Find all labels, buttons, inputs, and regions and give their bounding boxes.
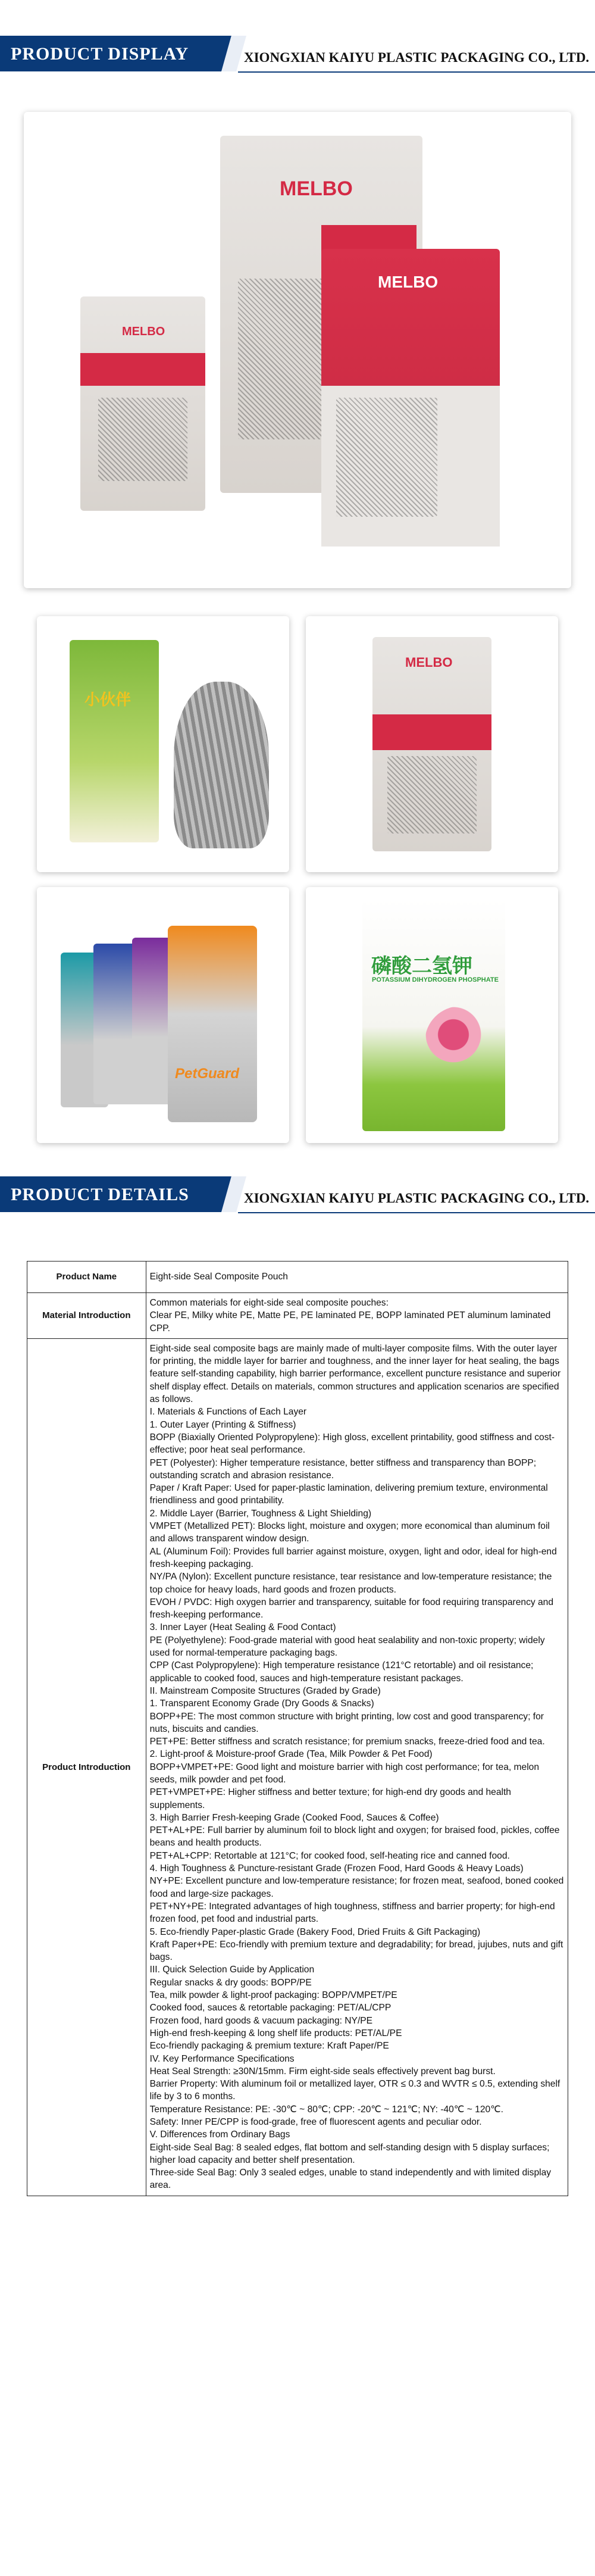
single-pouch-brand: MELBO — [405, 655, 453, 670]
row-value — [146, 1262, 568, 1293]
value-line: EVOH / PVDC: High oxygen barrier and transparency, suitable for food requiring transparency and fresh-keeping performance. — [149, 1597, 554, 1620]
small-pouch-sketch — [98, 398, 187, 481]
value-line: Heat Seal Strength: ≥30N/15mm. Firm eight-side seals effectively prevent bag burst. — [149, 2066, 496, 2077]
row-label: Product Name — [27, 1262, 146, 1293]
value-line: PET+AL+PE: Full barrier by aluminum foil to block light and oxygen; for braised food, pickles, coffee beans and health products. — [149, 1825, 560, 1849]
value-line: Frozen food, hard goods & vacuum packaging: NY/PE — [149, 2015, 373, 2026]
value-line: Temperature Resistance: PE: -30℃ ~ 80℃; CPP: -20℃ ~ 121℃; NY: -40℃ ~ 120℃. — [149, 2104, 504, 2115]
banner-company-name: XIONGXIAN KAIYU PLASTIC PACKAGING CO., LTD. — [244, 50, 590, 65]
hero-product-photo — [24, 112, 571, 588]
medium-pouch-sketch — [336, 398, 437, 517]
value-line: AL (Aluminum Foil): Provides full barrier against moisture, oxygen, light and odor, ideal for high-end fresh-keeping packaging. — [149, 1546, 557, 1569]
banner-title: PRODUCT DETAILS — [11, 1185, 189, 1204]
cat-food-brand: 小伙伴 — [84, 691, 131, 708]
banner-title: PRODUCT DISPLAY — [11, 44, 189, 64]
value-line: Eight-side Seal Bag: 8 sealed edges, flat bottom and self-standing design with 5 display surfaces; higher load capacity and better shelf presentation. — [149, 2142, 550, 2165]
value-line: 5. Eco-friendly Paper-plastic Grade (Bakery Food, Dried Fruits & Gift Packaging) — [149, 1926, 481, 1937]
banner-underline — [238, 71, 595, 73]
cat-figure — [174, 682, 269, 848]
value-line: PET+NY+PE: Integrated advantages of high toughness, stiffness and barrier property; for high-end frozen food, pet food and industrial parts. — [149, 1901, 555, 1925]
value-line: Cooked food, sauces & retortable packaging: PET/AL/CPP — [149, 2003, 392, 2013]
product-spec-table — [27, 1261, 568, 2196]
value-line: Tea, milk powder & light-proof packaging: BOPP/VMPET/PE — [149, 1990, 397, 2001]
value-line: III. Quick Selection Guide by Application — [149, 1965, 315, 1975]
value-line: High-end fresh-keeping & long shelf life products: PET/AL/PE — [149, 2028, 402, 2038]
petguard-pouch-front — [168, 926, 257, 1122]
value-line: II. Mainstream Composite Structures (Graded by Grade) — [149, 1685, 381, 1696]
petguard-brand: PetGuard — [175, 1066, 240, 1082]
row-label: Product Introduction — [27, 1338, 146, 2196]
value-line: Three-side Seal Bag: Only 3 sealed edges, unable to stand independently and with limited display area. — [149, 2168, 552, 2191]
row-label: Material Introduction — [27, 1293, 146, 1339]
value-line: Barrier Property: With aluminum foil or metallized layer, OTR ≤ 0.3 and WVTR ≤ 0.5, extending shelf life by 3 to 6 months. — [149, 2079, 560, 2102]
row-value — [146, 1338, 568, 2196]
single-pouch-sketch — [387, 756, 477, 833]
value-line: Clear PE, Milky white PE, Matte PE, PE laminated PE, BOPP laminated PET aluminum laminated CPP. — [149, 1310, 551, 1334]
value-line: Eight-side seal composite bags are mainly made of multi-layer composite films. With the outer layer for printing, the middle layer for barrier and toughness, and the inner layer for heat sealing, the bags feature self-standing capability, high barrier performance, excellent puncture resistance and superior shelf display effect. Details on materials, common structures and application scenarios are specified as follows. — [149, 1343, 561, 1405]
value-line: I. Materials & Functions of Each Layer — [149, 1407, 307, 1417]
value-line: 3. Inner Layer (Heat Sealing & Food Contact) — [149, 1622, 336, 1633]
value-line: BOPP+VMPET+PE: Good light and moisture barrier with high cost performance; for tea, melon seeds, milk powder and pet food. — [149, 1762, 539, 1785]
value-line: NY/PA (Nylon): Excellent puncture resistance, tear resistance and low-temperature resistance; the top choice for heavy loads, hard goods and frozen products. — [149, 1572, 552, 1595]
value-line: Kraft Paper+PE: Eco-friendly with premium texture and degradability; for bread, jujubes, nuts and gift bags. — [149, 1939, 563, 1963]
value-line: V. Differences from Ordinary Bags — [149, 2130, 290, 2140]
value-line: 1. Transparent Economy Grade (Dry Goods & Snacks) — [149, 1698, 374, 1709]
table-row — [27, 1262, 568, 1293]
value-line: VMPET (Metallized PET): Blocks light, moisture and oxygen; more economical than aluminum foil and allows transparent window design. — [149, 1521, 550, 1544]
value-line: PET (Polyester): Higher temperature resistance, better stiffness and transparency than BOPP; outstanding scratch and abrasion resistance. — [149, 1457, 537, 1481]
value-line: PET+PE: Better stiffness and scratch resistance; for premium snacks, freeze-dried food and tea. — [149, 1737, 545, 1747]
value-line: PET+AL+CPP: Retortable at 121°C; for cooked food, self-heating rice and canned food. — [149, 1850, 510, 1861]
medium-pouch-brand: MELBO — [378, 273, 439, 291]
row-value — [146, 1293, 568, 1339]
value-line: 2. Middle Layer (Barrier, Toughness & Light Shielding) — [149, 1508, 372, 1519]
value-line: Eight-side Seal Composite Pouch — [149, 1272, 288, 1282]
value-line: 1. Outer Layer (Printing & Stiffness) — [149, 1419, 296, 1430]
value-line: IV. Key Performance Specifications — [149, 2053, 295, 2064]
value-line: BOPP+PE: The most common structure with bright printing, low cost and good transparency; for nuts, biscuits and candies. — [149, 1711, 544, 1734]
value-line: Regular snacks & dry goods: BOPP/PE — [149, 1977, 312, 1988]
value-line: 3. High Barrier Fresh-keeping Grade (Cooked Food, Sauces & Coffee) — [149, 1812, 439, 1823]
cat-food-bag-photo — [37, 616, 289, 872]
single-pouch-red-band — [372, 714, 491, 750]
banner-underline — [238, 1212, 595, 1213]
value-line: 4. High Toughness & Puncture-resistant Grade (Frozen Food, Hard Goods & Heavy Loads) — [149, 1863, 524, 1874]
product-display-banner — [0, 31, 595, 73]
value-line: PET+VMPET+PE: Higher stiffness and better texture; for high-end dry goods and health supplements. — [149, 1787, 511, 1810]
table-row — [27, 1338, 568, 2196]
value-line: BOPP (Biaxially Oriented Polypropylene): High gloss, excellent printability, good stiffness and cost-effective; poor heat seal performance. — [149, 1432, 555, 1456]
value-line: 2. Light-proof & Moisture-proof Grade (Tea, Milk Powder & Pet Food) — [149, 1749, 433, 1760]
banner-company-name: XIONGXIAN KAIYU PLASTIC PACKAGING CO., LTD. — [244, 1191, 590, 1206]
fertilizer-title: 磷酸二氢钾 — [371, 955, 472, 978]
value-line: PE (Polyethylene): Food-grade material with good heat sealability and non-toxic property; widely used for normal-temperature packaging bags. — [149, 1635, 545, 1659]
table-row — [27, 1293, 568, 1339]
value-line: Eco-friendly packaging & premium texture: Kraft Paper/PE — [149, 2041, 389, 2052]
cat-food-pouch — [70, 640, 159, 842]
fertilizer-subtitle: POTASSIUM DIHYDROGEN PHOSPHATE — [372, 976, 499, 983]
small-pouch — [80, 296, 205, 511]
fertilizer-bag-photo — [306, 887, 558, 1143]
value-line: NY+PE: Excellent puncture and low-temperature resistance; for frozen meat, seafood, boned cooked food and large-size packages. — [149, 1876, 564, 1899]
product-details-banner — [0, 1172, 595, 1213]
petguard-bags-photo — [37, 887, 289, 1143]
single-pouch — [372, 637, 491, 851]
fertilizer-flowers — [425, 1006, 496, 1078]
value-line: Common materials for eight-side seal composite pouches: — [149, 1298, 389, 1308]
single-pouch-photo — [306, 616, 558, 872]
value-line: CPP (Cast Polypropylene): High temperature resistance (121°C retortable) and oil resistance; applicable to cooked food, sauces and high-temperature resistant packages. — [149, 1660, 534, 1684]
large-pouch-brand: MELBO — [280, 177, 353, 200]
small-pouch-brand: MELBO — [122, 325, 165, 338]
medium-pouch-right — [321, 249, 500, 547]
value-line: Paper / Kraft Paper: Used for paper-plastic lamination, delivering premium texture, environmental friendliness and good printability. — [149, 1483, 548, 1506]
value-line: Safety: Inner PE/CPP is food-grade, free of fluorescent agents and peculiar odor. — [149, 2117, 482, 2127]
small-pouch-red-band — [80, 353, 205, 386]
